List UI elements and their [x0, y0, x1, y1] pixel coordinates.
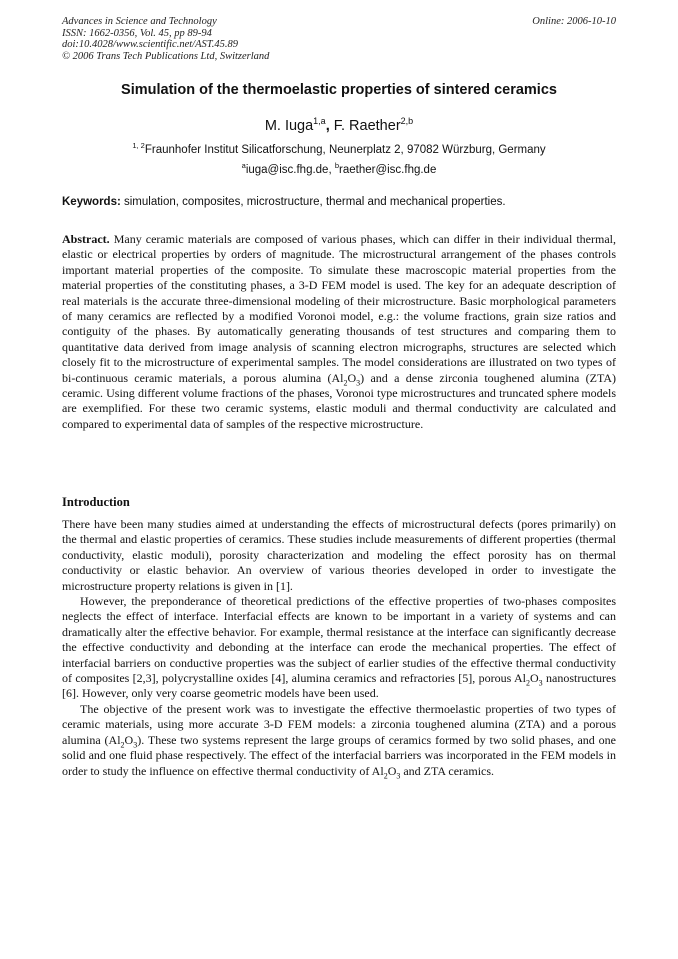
email-a: iuga@isc.fhg.de, — [245, 163, 335, 176]
email-b: raether@isc.fhg.de — [339, 163, 437, 176]
intro-p3-sub-2a: 2 — [120, 740, 125, 750]
email-a-marker: a — [241, 161, 246, 170]
intro-p3-text-b: ). These two systems represent the large groups of ceramics formed by two solid phases, and one solid and one fluid phase respectively. The effect of the interfacial barriers was incorporated in the FEM models in order to study the influence on effective thermal conductivity of Al — [62, 732, 616, 778]
author-separator: , — [325, 117, 334, 134]
affiliation-text: Fraunhofer Institut Silicatforschung, Neunerplatz 2, 97082 Würzburg, Germany — [144, 143, 546, 156]
author-line — [0, 116, 678, 134]
intro-p3-o-a: O — [124, 732, 134, 747]
intro-p3-sub-2b: 2 — [383, 770, 388, 780]
keywords-label: Keywords: — [62, 196, 121, 208]
abstract-text-2: ) and a dense zirconia toughened alumina (ZTA) ceramic. Using different volume fractions of the phases, Voronoi type microstructures and truncated sphere models are exemplified. For these two ceramic systems, elastic moduli and thermal conductivity are calculated and compared to experimental data of samples of the respective microstructure. — [62, 370, 616, 431]
intro-p3-o-b: O — [387, 763, 397, 778]
intro-p2-text-b: nanostructures [6]. However, only very coarse geometric models have been used. — [62, 671, 616, 701]
abstract-text-1: Many ceramic materials are composed of various phases, which can differ in their individual thermal, elastic or electrical properties by orders of magnitude. The microstructural arrangement of the phases controls important material properties of the composite. To simulate these macroscopic material properties from the material properties of the constituting phases, a 3-D FEM model is used. The key for an adequate description of real materials is the accurate three-dimensional modeling of their microstructure. Basic morphological parameters of many ceramics are reflected by a modified Voronoi model, e.g.: the volume fractions, grain size ratios and contiguity of the phases. By automatically generating thousands of test structures and comparing them to quantitative data derived from image analysis of scanning electron micrographs, structures are selected which closely fit to the microstructure of experimental samples. The model considerations are illustrated on two types of bi-continuous ceramic materials, a porous alumina (Al — [62, 232, 616, 385]
abstract-o: O — [347, 370, 357, 385]
issn-line: ISSN: 1662-0356, Vol. 45, pp 89-94 — [62, 27, 212, 39]
intro-p2-o: O — [530, 671, 539, 686]
intro-paragraph-3 — [62, 702, 616, 779]
introduction-body — [62, 517, 616, 779]
author-2-affil: 2,b — [400, 116, 414, 126]
intro-p2-text-a: However, the preponderance of theoretical predictions of the effective properties of two-phases composites neglects the effect of interface. Interfacial effects are known to be important in a variety of systems and can dramatically alter the effective behavior. For example, thermal resistance at the interface can significantly decrease the effective conductivity and debonding at the interface can erode the mechanical properties. The effect of interfacial barriers on conductive properties was the subject of earlier studies of the effective thermal conductivity of composites [2,3], polycrystalline oxides [4], alumina ceramics and refractories [5], porous Al — [62, 594, 616, 686]
author-1: M. Iuga — [264, 117, 314, 134]
intro-paragraph-2 — [62, 594, 616, 702]
journal-header — [62, 16, 616, 62]
abstract-sub-3: 3 — [356, 378, 361, 388]
intro-p2-sub-3: 3 — [538, 678, 543, 688]
abstract-sub-2: 2 — [343, 378, 348, 388]
email-b-marker: b — [334, 161, 340, 170]
affiliation — [0, 141, 678, 156]
intro-p3-text-a: The objective of the present work was to investigate the effective thermoelastic properties of two types of ceramic materials, using more accurate 3-D FEM models: a zirconia toughened alumina (ZTA) and a porous alumina (Al — [62, 701, 616, 747]
keywords — [62, 196, 616, 208]
paper-title: Simulation of the thermoelastic properties of sintered ceramics — [121, 82, 557, 98]
keywords-text: simulation, composites, microstructure, thermal and mechanical properties. — [120, 196, 506, 208]
copyright-line: © 2006 Trans Tech Publications Ltd, Switzerland — [62, 50, 270, 62]
online-date: Online: 2006-10-10 — [532, 16, 616, 27]
intro-p3-text-c: and ZTA ceramics. — [400, 763, 495, 778]
doi-line: doi:10.4028/www.scientific.net/AST.45.89 — [62, 39, 239, 50]
intro-p3-sub-3b: 3 — [396, 770, 401, 780]
intro-p3-sub-3a: 3 — [133, 740, 138, 750]
abstract-label: Abstract. — [62, 232, 110, 246]
email-line — [0, 161, 678, 176]
abstract — [62, 232, 616, 432]
journal-name: Advances in Science and Technology — [62, 16, 217, 27]
section-heading-introduction: Introduction — [62, 495, 130, 509]
author-2: F. Raether — [333, 117, 401, 134]
intro-p2-sub-2: 2 — [526, 678, 530, 688]
intro-paragraph-1: There have been many studies aimed at understanding the effects of microstructural defects (pores primarily) on the thermal and elastic properties of ceramics. These studies include measurements of different properties (thermal conductivity, elastic moduli), porosity characterization and modeling the effect porosity has on thermal conductivity or elastic behavior. An overview of various theories developed in order to investigate the microstructure property relations is given in [1]. — [62, 517, 616, 593]
affiliation-marker: 1, 2 — [132, 141, 145, 150]
author-1-affil: 1,a — [313, 116, 326, 126]
